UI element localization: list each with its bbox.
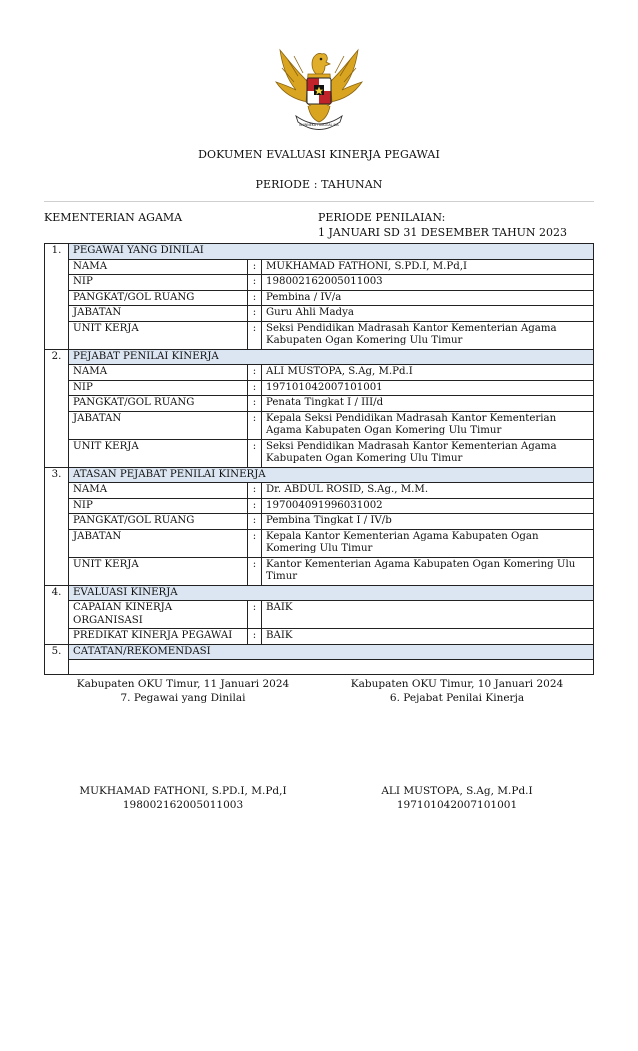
colon-separator: : xyxy=(248,601,262,629)
period-label: PERIODE PENILAIAN: xyxy=(318,211,446,224)
section-header xyxy=(45,585,594,601)
field-value: Penata Tingkat I / III/d xyxy=(262,396,594,412)
field-label: PANGKAT/GOL RUANG xyxy=(69,514,248,530)
right-place-date: Kabupaten OKU Timur, 10 Januari 2024 xyxy=(350,678,564,690)
field-label: NAMA xyxy=(69,259,248,275)
field-value: Pembina / IV/a xyxy=(262,290,594,306)
field-label: NIP xyxy=(69,275,248,291)
table-row xyxy=(45,529,594,557)
periode-line: PERIODE : TAHUNAN xyxy=(255,178,383,191)
left-signer-role: 7. Pegawai yang Dinilai xyxy=(120,692,246,704)
field-label: NIP xyxy=(69,498,248,514)
section-title: CATATAN/REKOMENDASI xyxy=(69,644,594,660)
colon-separator: : xyxy=(248,380,262,396)
table-row xyxy=(45,629,594,645)
colon-separator: : xyxy=(248,529,262,557)
section-number: 5. xyxy=(45,644,69,675)
document-title: DOKUMEN EVALUASI KINERJA PEGAWAI xyxy=(198,148,440,161)
field-label: PREDIKAT KINERJA PEGAWAI xyxy=(69,629,248,645)
colon-separator: : xyxy=(248,321,262,349)
table-row xyxy=(45,365,594,381)
table-row xyxy=(45,396,594,412)
section-header xyxy=(45,244,594,260)
colon-separator: : xyxy=(248,275,262,291)
field-label: JABATAN xyxy=(69,306,248,322)
table-row xyxy=(45,514,594,530)
table-row xyxy=(45,380,594,396)
field-label: UNIT KERJA xyxy=(69,439,248,467)
field-value: Seksi Pendidikan Madrasah Kantor Kementerian Agama Kabupaten Ogan Komering Ulu Timur xyxy=(262,321,594,349)
table-row xyxy=(45,483,594,499)
colon-separator: : xyxy=(248,290,262,306)
section-number: 1. xyxy=(45,244,69,350)
table-row xyxy=(45,498,594,514)
field-label: NAMA xyxy=(69,365,248,381)
field-value: BAIK xyxy=(262,629,594,645)
notes-field xyxy=(69,660,594,675)
colon-separator: : xyxy=(248,557,262,585)
table-row xyxy=(45,275,594,291)
field-label: JABATAN xyxy=(69,529,248,557)
colon-separator: : xyxy=(248,411,262,439)
notes-row xyxy=(45,660,594,675)
field-value: Guru Ahli Madya xyxy=(262,306,594,322)
table-row xyxy=(45,290,594,306)
section-number: 3. xyxy=(45,467,69,585)
section-title: EVALUASI KINERJA xyxy=(69,585,594,601)
field-value: BAIK xyxy=(262,601,594,629)
colon-separator: : xyxy=(248,259,262,275)
field-value: Kepala Seksi Pendidikan Madrasah Kantor Kementerian Agama Kabupaten Ogan Komering Ulu Timur xyxy=(262,411,594,439)
field-label: NAMA xyxy=(69,483,248,499)
field-value: 198002162005011003 xyxy=(262,275,594,291)
field-value: ALI MUSTOPA, S.Ag, M.Pd.I xyxy=(262,365,594,381)
left-signer-nip: 198002162005011003 xyxy=(122,799,244,811)
field-label: NIP xyxy=(69,380,248,396)
motto-ribbon: BHINNEKA TUNGGAL IKA xyxy=(299,123,339,127)
field-value: Dr. ABDUL ROSID, S.Ag., M.M. xyxy=(262,483,594,499)
field-label: CAPAIAN KINERJA ORGANISASI xyxy=(69,601,248,629)
colon-separator: : xyxy=(248,439,262,467)
section-header xyxy=(45,467,594,483)
colon-separator: : xyxy=(248,396,262,412)
field-value: 197101042007101001 xyxy=(262,380,594,396)
table-row xyxy=(45,439,594,467)
table-row xyxy=(45,557,594,585)
field-label: UNIT KERJA xyxy=(69,321,248,349)
colon-separator: : xyxy=(248,365,262,381)
evaluation-table xyxy=(44,243,594,675)
section-number: 2. xyxy=(45,349,69,467)
section-title: ATASAN PEJABAT PENILAI KINERJA xyxy=(69,467,594,483)
field-value: Kepala Kantor Kementerian Agama Kabupaten Ogan Komering Ulu Timur xyxy=(262,529,594,557)
table-row xyxy=(45,411,594,439)
section-header xyxy=(45,644,594,660)
left-place-date: Kabupaten OKU Timur, 11 Januari 2024 xyxy=(76,678,290,690)
right-signer-name: ALI MUSTOPA, S.Ag, M.Pd.I xyxy=(381,785,533,797)
table-row xyxy=(45,321,594,349)
field-value: Kantor Kementerian Agama Kabupaten Ogan Komering Ulu Timur xyxy=(262,557,594,585)
section-number: 4. xyxy=(45,585,69,644)
field-value: Pembina Tingkat I / IV/b xyxy=(262,514,594,530)
table-row xyxy=(45,306,594,322)
field-value: 197004091996031002 xyxy=(262,498,594,514)
colon-separator: : xyxy=(248,498,262,514)
right-signer-role: 6. Pejabat Penilai Kinerja xyxy=(389,692,525,704)
section-title: PEJABAT PENILAI KINERJA xyxy=(69,349,594,365)
table-row xyxy=(45,259,594,275)
right-signer-nip: 197101042007101001 xyxy=(396,799,518,811)
field-label: PANGKAT/GOL RUANG xyxy=(69,290,248,306)
field-label: JABATAN xyxy=(69,411,248,439)
colon-separator: : xyxy=(248,483,262,499)
section-title: PEGAWAI YANG DINILAI xyxy=(69,244,594,260)
field-value: MUKHAMAD FATHONI, S.PD.I, M.Pd,I xyxy=(262,259,594,275)
table-row xyxy=(45,601,594,629)
section-header xyxy=(45,349,594,365)
ministry-name: KEMENTERIAN AGAMA xyxy=(44,211,183,224)
garuda-pancasila-emblem-icon xyxy=(274,42,364,134)
colon-separator: : xyxy=(248,514,262,530)
header-divider xyxy=(44,201,594,202)
field-label: PANGKAT/GOL RUANG xyxy=(69,396,248,412)
field-value: Seksi Pendidikan Madrasah Kantor Kementerian Agama Kabupaten Ogan Komering Ulu Timur xyxy=(262,439,594,467)
colon-separator: : xyxy=(248,306,262,322)
colon-separator: : xyxy=(248,629,262,645)
period-range: 1 JANUARI SD 31 DESEMBER TAHUN 2023 xyxy=(318,226,568,239)
left-signer-name: MUKHAMAD FATHONI, S.PD.I, M.Pd,I xyxy=(79,785,287,797)
field-label: UNIT KERJA xyxy=(69,557,248,585)
